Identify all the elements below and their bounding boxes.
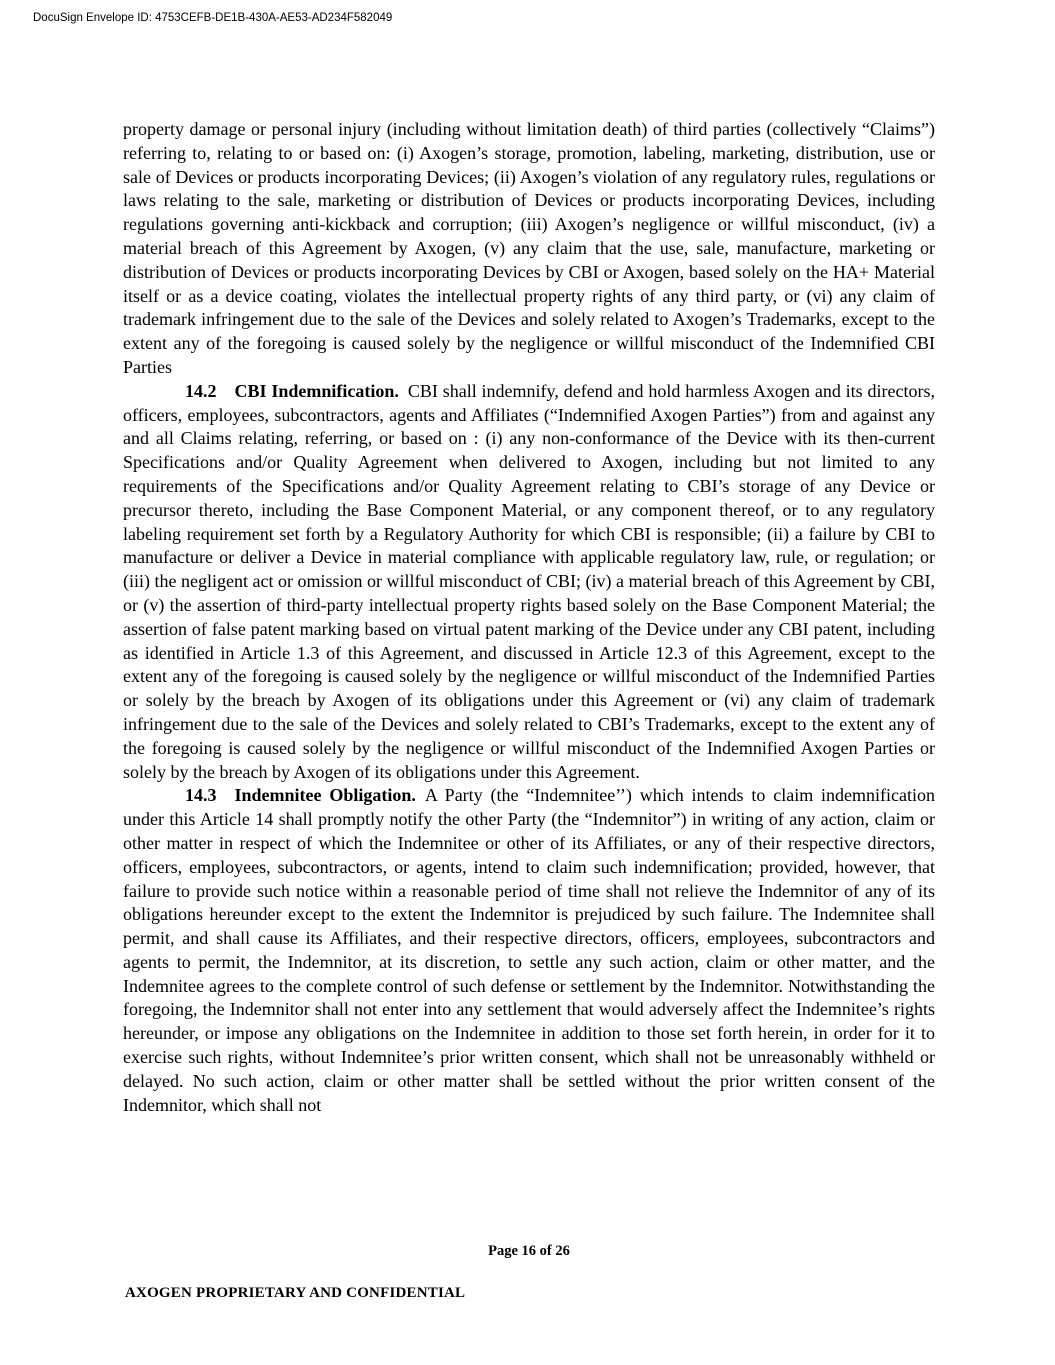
section-14-2-text: CBI shall indemnify, defend and hold harmless Axogen and its directors, officers, employees, subcontractors, agents and Affiliates (“Indemnified Axogen Parties”) from and against any and all Claims relating, referring, or based on : (i) any non-conformance of the Device with its then-current Specifications and/or Quality Agreement when delivered to Axogen, including but not limited to any requirements of the Specifications and/or Quality Agreement relating to CBI’s storage of any Device or precursor thereto, including the Base Component Material, or any component thereof, or to any regulatory labeling requirement set forth by a Regulatory Authority for which CBI is responsible; (ii) a failure by CBI to manufacture or deliver a Device in material compliance with applicable regulatory law, rule, or regulation; or (iii) the negligent act or omission or willful misconduct of CBI; (iv) a material breach of this Agreement by CBI, or (v) the assertion of third-party intellectual property rights based solely on the Base Component Material; the assertion of false patent marking based on virtual patent marking of the Device under any CBI patent, including as identified in Article 1.3 of this Agreement, and discussed in Article 12.3 of this Agreement, except to the extent any of the foregoing is caused solely by the negligence or willful misconduct of the Indemnified Parties or solely by the breach by Axogen of its obligations under this Agreement or (vi) any claim of trademark infringement due to the sale of the Devices and solely related to CBI’s Trademarks, except to the extent any of the foregoing is caused solely by the negligence or willful misconduct of the Indemnified Axogen Parties or solely by the breach by Axogen of its obligations under this Agreement. xyxy=(123,380,936,782)
section-14-3 xyxy=(123,784,935,1117)
docusign-envelope-id: DocuSign Envelope ID: 4753CEFB-DE1B-430A-AE53-AD234F582049 xyxy=(33,12,393,24)
document-body xyxy=(123,118,935,1117)
section-14-2-number: 14.2 xyxy=(185,380,217,401)
section-14-2-heading: CBI Indemnification. xyxy=(234,380,399,401)
section-14-3-number: 14.3 xyxy=(185,785,217,806)
page-number: Page 16 of 26 xyxy=(488,1243,570,1259)
paragraph-claims-continuation: property damage or personal injury (including without limitation death) of third parties (collectively “Claims”) referring to, relating to or based on: (i) Axogen’s storage, promotion, labeling, marketing, distribution, use or sale of Devices or products incorporating Devices; (ii) Axogen’s violation of any regulatory rules, regulations or laws relating to the sale, marketing or distribution of Devices or products incorporating Devices, including regulations governing anti-kickback and corruption; (iii) Axogen’s negligence or willful misconduct, (iv) a material breach of this Agreement by Axogen, (v) any claim that the use, sale, manufacture, marketing or distribution of Devices or products incorporating Devices by CBI or Axogen, based solely on the HA+ Material itself or as a device coating, violates the intellectual property rights of any third party, or (vi) any claim of trademark infringement due to the sale of the Devices and solely related to Axogen’s Trademarks, except to the extent any of the foregoing is caused solely by the negligence or willful misconduct of the Indemnified CBI Parties xyxy=(123,119,935,377)
section-14-3-heading: Indemnitee Obligation. xyxy=(234,785,416,806)
confidentiality-footer: AXOGEN PROPRIETARY AND CONFIDENTIAL xyxy=(125,1285,466,1301)
section-14-2 xyxy=(123,380,935,785)
section-14-3-text: A Party (the “Indemnitee’’) which intends to claim indemnification under this Article 14 shall promptly notify the other Party (the “Indemnitor”) in writing of any action, claim or other matter in respect of which the Indemnitee or other of its Affiliates, or any of their respective directors, officers, employees, subcontractors, or agents, intend to claim such indemnification; provided, however, that failure to provide such notice within a reasonable period of time shall not relieve the Indemnitor of any of its obligations hereunder except to the extent the Indemnitor is prejudiced by such failure. The Indemnitee shall permit, and shall cause its Affiliates, and their respective directors, officers, employees, subcontractors and agents to permit, the Indemnitor, at its discretion, to settle any such action, claim or other matter, and the Indemnitee agrees to the complete control of such defense or settlement by the Indemnitor. Notwithstanding the foregoing, the Indemnitor shall not enter into any settlement that would adversely affect the Indemnitee’s rights hereunder, or impose any obligations on the Indemnitee in addition to those set forth herein, in order for it to exercise such rights, without Indemnitee’s prior written consent, which shall not be unreasonably withheld or delayed. No such action, claim or other matter shall be settled without the prior written consent of the Indemnitor, which shall not xyxy=(123,785,935,1115)
